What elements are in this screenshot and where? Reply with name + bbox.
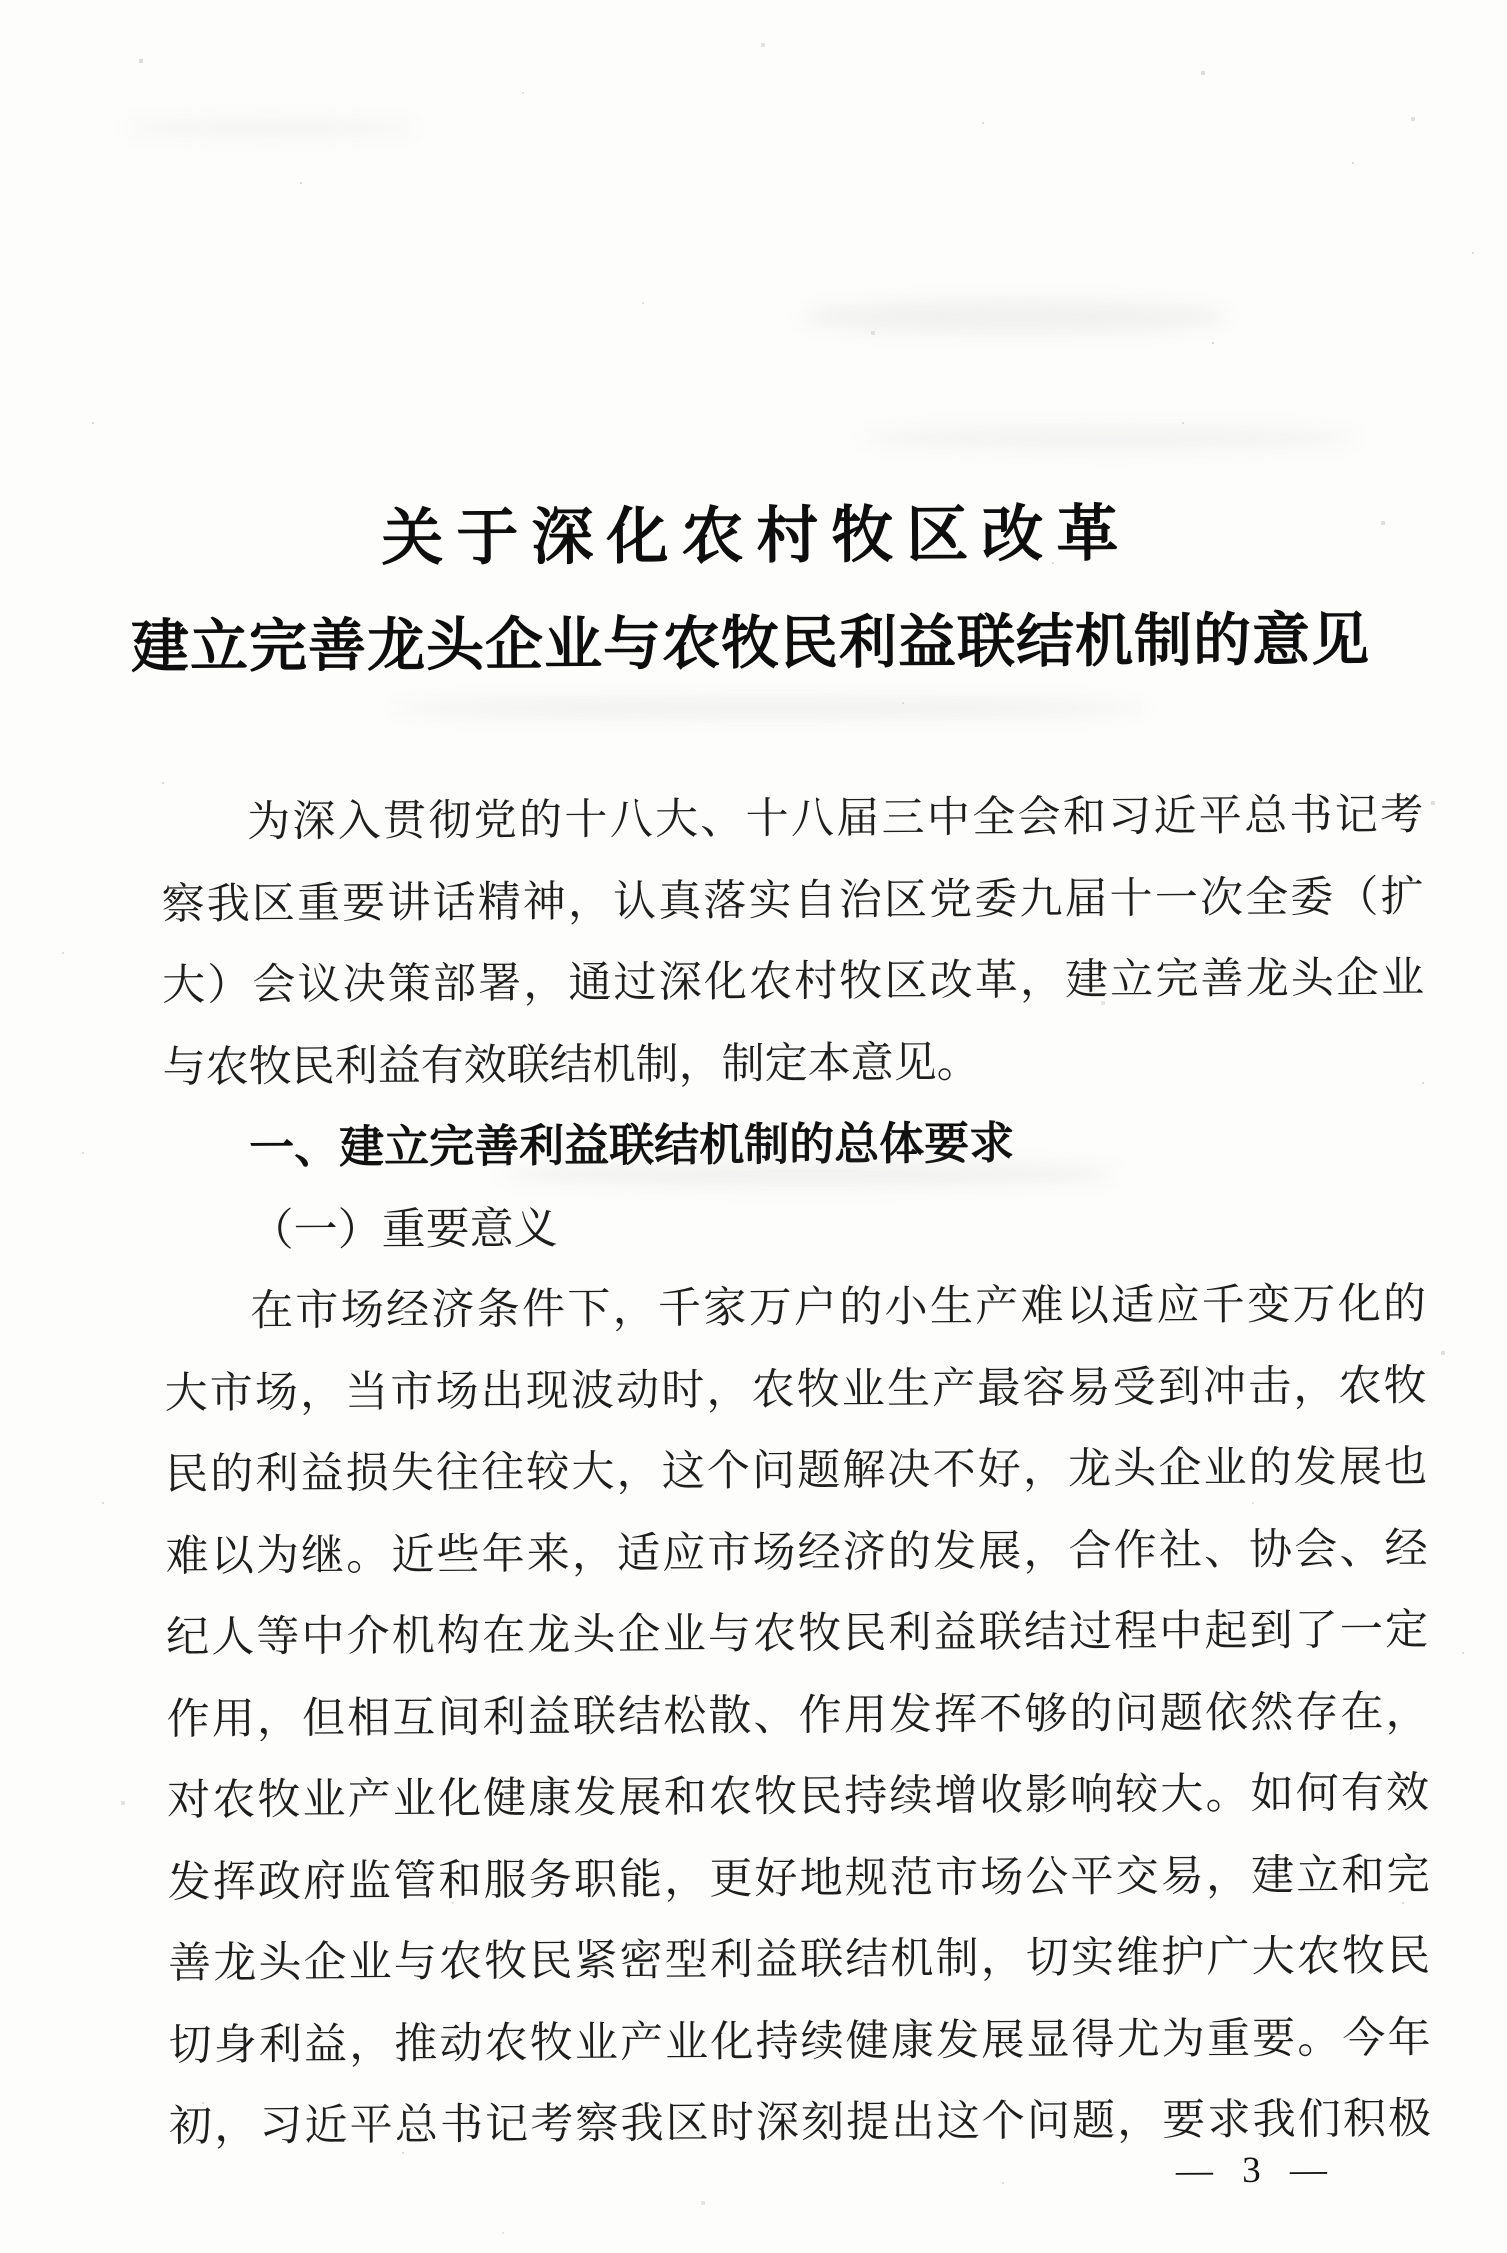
text-line: 发挥政府监管和服务职能，更好地规范市场公平交易，建立和完	[167, 1851, 1430, 1907]
text-line: 为深入贯彻党的十八大、十八届三中全会和习近平总书记考	[246, 791, 1424, 847]
text-line: 大）会议决策部署，通过深化农村牧区改革，建立完善龙头企业	[161, 954, 1425, 1010]
text-line: 对农牧业产业化健康发展和农牧民持续增收影响较大。如何有效	[166, 1769, 1430, 1825]
text-line: 察我区重要讲话精神，认真落实自治区党委九届十一次全委（扩	[161, 873, 1424, 929]
text-line: 难以为继。近些年来，适应市场经济的发展，合作社、协会、经	[165, 1525, 1428, 1581]
text-line: 善龙头企业与农牧民紧密型利益联结机制，切实维护广大农牧民	[167, 1932, 1431, 1988]
text-line: 在市场经济条件下，千家万户的小生产难以适应千变万化的	[249, 1280, 1427, 1336]
document-title-line-2: 建立完善龙头企业与农牧民利益联结机制的意见	[130, 607, 1371, 680]
text-line: 与农牧民利益有效联结机制，制定本意见。	[162, 1039, 980, 1092]
document-body	[161, 775, 1431, 2168]
subsection-heading: （一）重要意义	[249, 1203, 558, 1255]
scan-noise-specks	[0, 0, 2, 2]
text-line: 民的利益损失往往较大，这个问题解决不好，龙头企业的发展也	[164, 1443, 1428, 1499]
document-title-line-1: 关于深化农村牧区改革	[381, 500, 1132, 574]
text-line: 初，习近平总书记考察我区时深刻提出这个问题，要求我们积极	[168, 2095, 1432, 2151]
text-line: 作用，但相互间利益联结松散、作用发挥不够的问题依然存在，	[166, 1688, 1429, 1744]
text-line: 大市场，当市场出现波动时，农牧业生产最容易受到冲击，农牧	[164, 1362, 1427, 1418]
page-number: — 3 —	[1175, 2149, 1338, 2192]
section-heading: 一、建立完善利益联结机制的总体要求	[248, 1118, 1015, 1174]
text-line: 纪人等中介机构在龙头企业与农牧民利益联结过程中起到了一定	[165, 1606, 1429, 1662]
text-line: 切身利益，推动农牧业产业化持续健康发展显得尤为重要。今年	[168, 2014, 1431, 2070]
